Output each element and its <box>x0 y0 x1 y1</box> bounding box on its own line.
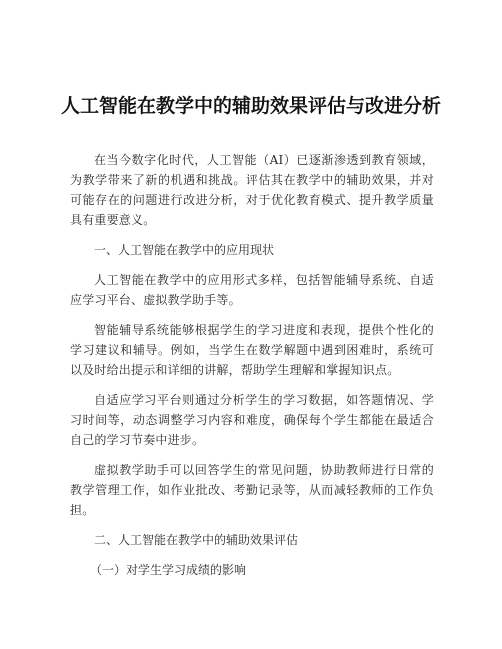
section-2-subheading: （一）对学生学习成绩的影响 <box>90 563 247 577</box>
intro-paragraph: 在当今数字化时代，人工智能（AI）已逐渐渗透到教育领域，为教学带来了新的机遇和挑战。评估其在教学中的辅助效果，并对可能存在的问题进行改进分析，对于优化教育模式、提升教学质量具有重要意义。 <box>70 153 434 227</box>
section-1-paragraph-4: 虚拟教学助手可以回答学生的常见问题，协助教师进行日常的教学管理工作，如作业批改、考勤记录等，从而减轻教师的工作负担。 <box>70 463 434 517</box>
document-title: 人工智能在教学中的辅助效果评估与改进分析 <box>60 95 441 117</box>
document-body <box>70 150 434 580</box>
section-1-paragraph-1: 人工智能在教学中的应用形式多样，包括智能辅导系统、自适应学习平台、虚拟教学助手等。 <box>70 273 434 307</box>
section-1-heading: 一、人工智能在教学中的应用现状 <box>94 243 275 257</box>
section-1-paragraph-3: 自适应学习平台则通过分析学生的学习数据，如答题情况、学习时间等，动态调整学习内容和难度，确保每个学生都能在最适合自己的学习节奏中进步。 <box>70 393 434 447</box>
section-1-paragraph-2: 智能辅导系统能够根据学生的学习进度和表现，提供个性化的学习建议和辅导。例如，当学生在数学解题中遇到困难时，系统可以及时给出提示和详细的讲解，帮助学生理解和掌握知识点。 <box>70 323 434 377</box>
section-2-heading: 二、人工智能在教学中的辅助效果评估 <box>94 533 299 547</box>
